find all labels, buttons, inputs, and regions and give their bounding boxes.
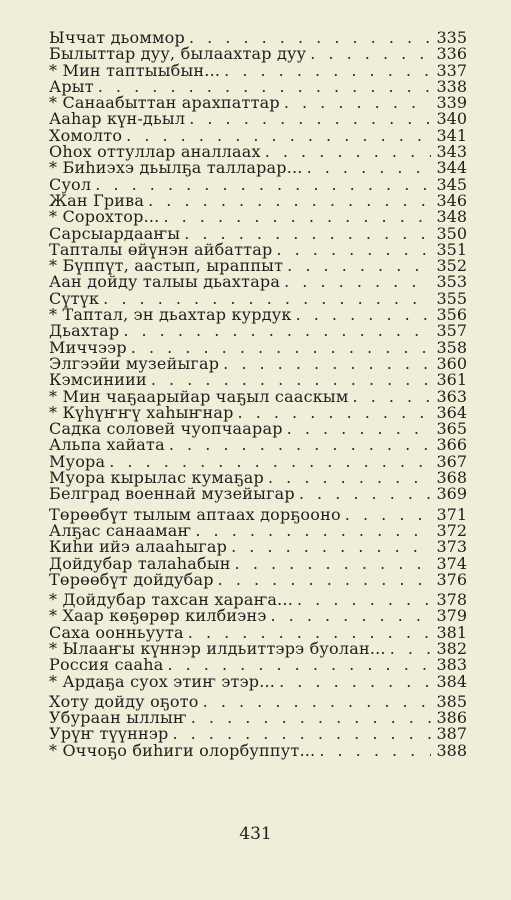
toc-entry-title: Дойдубар талаhабын — [49, 553, 231, 573]
toc-leader-dots — [191, 710, 431, 726]
toc-entry-title: Кэмсиниии — [49, 370, 147, 390]
toc-entry-title: Миччээр — [49, 337, 127, 357]
toc-entry-title: * Оччоҕо биhиги олорбуппут... — [49, 740, 316, 760]
toc-entry-page: 357 — [436, 321, 467, 341]
toc-leader-dots — [231, 539, 431, 555]
toc-leader-dots — [287, 421, 431, 437]
toc-entry-title: * Мин чаҕаарыйар чаҕыл сааскым — [49, 386, 349, 406]
toc-entry-page: 355 — [436, 288, 467, 308]
toc-entry-page: 371 — [436, 504, 467, 524]
toc-entry — [49, 486, 467, 502]
toc-entry-title: * Бүппүт, аастып, ыраппыт — [49, 256, 284, 276]
toc-entry-title: Муора кырылас кумаҕар — [49, 468, 264, 488]
toc-entry-page: 340 — [436, 109, 467, 129]
toc-leader-dots — [189, 111, 431, 127]
toc-leader-dots — [276, 242, 431, 258]
toc-entry-page: 367 — [436, 451, 467, 471]
toc-entry-page: 363 — [436, 386, 467, 406]
toc-entry-title: * Ардаҕа суох этиҥ этэр... — [49, 671, 276, 691]
toc-entry — [49, 160, 467, 176]
toc-entry-title: Убураан ыллыҥ — [49, 708, 187, 728]
toc-entry-page: 346 — [436, 190, 467, 210]
toc-leader-dots — [319, 743, 431, 759]
toc-entry-title: Садка соловей чуопчаарар — [49, 419, 283, 439]
toc-leader-dots — [353, 389, 431, 405]
toc-leader-dots — [310, 46, 431, 62]
toc-entry-title: Сарсыардааҥы — [49, 223, 181, 243]
toc-entry-page: 351 — [436, 239, 467, 259]
toc-entry-page: 387 — [436, 724, 467, 744]
toc-entry-title: Хомолто — [49, 125, 123, 145]
toc-entry-title: * Биhиэхэ дьылҕа талларар... — [49, 158, 303, 178]
toc-entry-title: Урүҥ түүннэр — [49, 724, 169, 744]
toc-entry — [49, 274, 467, 290]
toc-entry — [49, 569, 467, 589]
toc-leader-dots — [297, 592, 431, 608]
toc-entry-page: 350 — [436, 223, 467, 243]
toc-entry-page: 338 — [436, 76, 467, 96]
toc-entry-page: 372 — [436, 520, 467, 540]
toc-entry-title: Ааhар күн-дьыл — [49, 109, 186, 129]
toc-entry-page: 353 — [436, 272, 467, 292]
toc-entry-title: Белград военнай музейыгар — [49, 484, 295, 504]
toc-entry-page: 335 — [436, 28, 467, 47]
toc-entry-page: 374 — [436, 553, 467, 573]
toc-leader-dots — [270, 608, 431, 624]
toc-entry-title: Киhи ийэ алааhыгар — [49, 537, 228, 557]
toc-entry-page: 352 — [436, 256, 467, 276]
toc-entry-page: 385 — [436, 691, 467, 711]
toc-leader-dots — [203, 694, 431, 710]
toc-entry-page: 376 — [436, 569, 467, 589]
toc-leader-dots — [284, 274, 431, 290]
toc-entry-page: 386 — [436, 708, 467, 728]
toc-entry-page: 368 — [436, 468, 467, 488]
toc-entry-title: Былыттар дуу, былаахтар дуу — [49, 44, 307, 64]
toc-entry-title: Аан дойду талыы дьахтара — [49, 272, 281, 292]
toc-entry-title: * Таптал, эн дьахтар курдук — [49, 305, 292, 325]
toc-entry-page: 381 — [436, 622, 467, 642]
toc-leader-dots — [218, 572, 431, 588]
toc-entry-title: Саха оонньуута — [49, 622, 184, 642]
toc-entry-page: 341 — [436, 125, 467, 145]
toc-entry-title: * Сорохтор... — [49, 207, 160, 227]
toc-entry-page: 369 — [436, 484, 467, 504]
toc-entry-title: * Күhүҥҥү хаhыҥнар — [49, 402, 234, 422]
toc-leader-dots — [163, 209, 431, 225]
toc-leader-dots — [296, 307, 431, 323]
toc-entry-title: Ыччат дьоммор — [49, 28, 185, 47]
toc-entry-page: 339 — [436, 93, 467, 113]
toc-entry-title: Арыт — [49, 76, 94, 96]
toc-entry-page: 361 — [436, 370, 467, 390]
toc-entry — [49, 740, 467, 760]
toc-entry-title: Альпа хайата — [49, 435, 165, 455]
toc-entry-page: 345 — [436, 174, 467, 194]
toc-entry-page: 364 — [436, 402, 467, 422]
toc-leader-dots — [224, 63, 431, 79]
toc-entry-page: 358 — [436, 337, 467, 357]
toc-entry-title: Тапталы өйүнэн айбаттар — [49, 239, 273, 259]
toc-entry-page: 378 — [436, 590, 467, 610]
toc-entry-page: 343 — [436, 142, 467, 162]
toc-leader-dots — [123, 323, 431, 339]
toc-entry-title: Элгээйи музейыгар — [49, 353, 220, 373]
toc-leader-dots — [167, 657, 431, 673]
toc-leader-dots — [307, 160, 431, 176]
toc-entry-page: 360 — [436, 353, 467, 373]
toc-entry-title: Оhох оттуллар аналлаах — [49, 142, 261, 162]
toc-leader-dots — [299, 486, 431, 502]
toc-entry-title: * Мин таптыыбын... — [49, 60, 221, 80]
toc-leader-dots — [287, 258, 431, 274]
toc-entry-title: Дьахтар — [49, 321, 120, 341]
table-of-contents — [49, 30, 467, 759]
toc-leader-dots — [390, 641, 431, 657]
toc-entry-title: Төрөөбүт дойдубар — [49, 569, 214, 589]
toc-entry-title: * Дойдубар тахсан хараҥа... — [49, 590, 293, 610]
toc-entry-page: 337 — [436, 60, 467, 80]
toc-entry-page: 383 — [436, 655, 467, 675]
toc-leader-dots — [279, 674, 431, 690]
toc-leader-dots — [169, 437, 431, 453]
toc-entry-title: * Хаар көҕөрөр килбиэнэ — [49, 606, 267, 626]
toc-leader-dots — [223, 356, 431, 372]
toc-entry-page: 344 — [436, 158, 467, 178]
toc-leader-dots — [195, 523, 431, 539]
toc-entry-title: Төрөөбүт тылым аптаах дорҕооно — [49, 504, 341, 524]
toc-entry-page: 384 — [436, 671, 467, 691]
toc-entry-page: 348 — [436, 207, 467, 227]
toc-entry-page: 365 — [436, 419, 467, 439]
toc-leader-dots — [151, 372, 431, 388]
toc-entry-title: Суол — [49, 174, 92, 194]
toc-leader-dots — [95, 177, 431, 193]
toc-entry-page: 382 — [436, 638, 467, 658]
toc-leader-dots — [284, 95, 431, 111]
toc-entry — [49, 437, 467, 453]
toc-entry-title: Жан Грива — [49, 190, 145, 210]
toc-entry — [49, 60, 467, 80]
toc-leader-dots — [235, 556, 431, 572]
toc-entry-page: 379 — [436, 606, 467, 626]
toc-leader-dots — [148, 193, 431, 209]
toc-entry-title: * Санаабыттан арахпаттар — [49, 93, 280, 113]
toc-entry-page: 336 — [436, 44, 467, 64]
toc-leader-dots — [345, 507, 431, 523]
toc-entry — [49, 671, 467, 691]
toc-entry-page: 388 — [436, 740, 467, 760]
toc-entry-page: 373 — [436, 537, 467, 557]
toc-entry-page: 366 — [436, 435, 467, 455]
toc-entry-title: Сүтүк — [49, 288, 100, 308]
page-number: 431 — [239, 824, 272, 844]
toc-entry-title: * Ылааҥы күннэр илдьиттэрэ буолан... — [49, 638, 386, 658]
toc-entry-page: 356 — [436, 305, 467, 325]
toc-entry-title: Муора — [49, 451, 106, 471]
toc-entry-title: Россия сааhа — [49, 655, 164, 675]
toc-entry-title: Хоту дойду оҕото — [49, 691, 199, 711]
toc-entry-title: Алҕас санаамаҥ — [49, 520, 192, 540]
